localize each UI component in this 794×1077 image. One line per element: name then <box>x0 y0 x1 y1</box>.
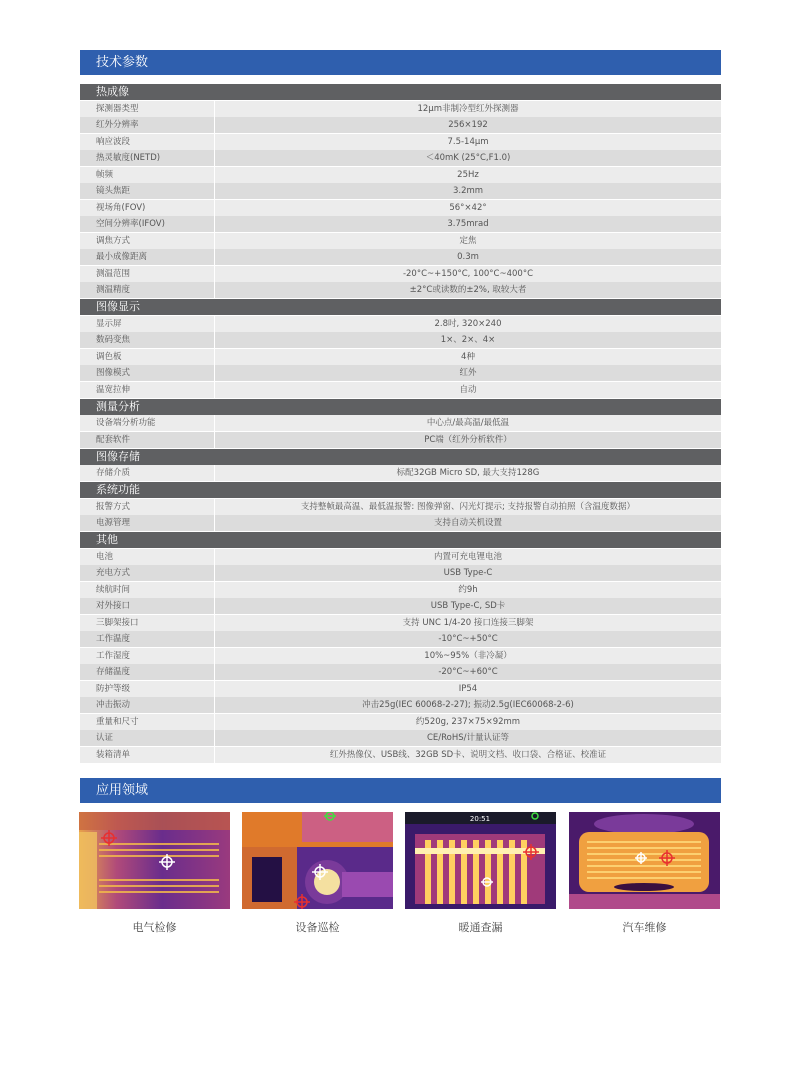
spec-label: 视场角(FOV) <box>80 200 215 216</box>
spec-value: 3.2mm <box>452 186 484 196</box>
spec-row <box>80 365 721 381</box>
spec-label: 测温范围 <box>80 266 215 282</box>
spec-label: 镜头焦距 <box>80 183 215 199</box>
spec-value: 约520g, 237×75×92mm <box>415 716 521 727</box>
spec-label: 报警方式 <box>80 499 215 515</box>
spec-label: 重量和尺寸 <box>80 714 215 730</box>
spec-title: 技术参数 <box>96 55 149 70</box>
spec-label: 图像模式 <box>80 365 215 381</box>
overlay-time: 20:51 <box>469 815 491 823</box>
spec-value: USB Type-C, SD卡 <box>430 601 506 611</box>
spec-row <box>80 515 721 531</box>
spec-label: 调焦方式 <box>80 233 215 249</box>
spec-label: 响应波段 <box>80 134 215 150</box>
section-header: 其他 <box>80 532 721 548</box>
section-header: 图像显示 <box>80 299 721 315</box>
section-header: 测量分析 <box>80 399 721 415</box>
spec-row <box>80 664 721 680</box>
spec-label: 工作湿度 <box>80 648 215 664</box>
spec-row <box>80 316 721 332</box>
spec-row <box>80 582 721 598</box>
spec-row <box>80 167 721 183</box>
spec-value: 10%~95%（非冷凝） <box>424 650 512 661</box>
spec-label: 配套软件 <box>80 432 215 448</box>
applications-gallery <box>79 812 721 934</box>
spec-value: ＜40mK (25°C,F1.0) <box>425 153 511 163</box>
spec-row <box>80 697 721 713</box>
spec-label: 工作温度 <box>80 631 215 647</box>
spec-label: 调色板 <box>80 349 215 365</box>
spec-row <box>80 465 721 481</box>
spec-label: 冲击振动 <box>80 697 215 713</box>
spec-row <box>80 216 721 232</box>
spec-label: 装箱清单 <box>80 747 215 763</box>
spec-value: USB Type-C <box>443 568 493 578</box>
spec-value: 2.8吋, 320×240 <box>434 318 502 329</box>
spec-row <box>80 233 721 249</box>
spec-label: 防护等级 <box>80 681 215 697</box>
spec-label: 热灵敏度(NETD) <box>80 150 215 166</box>
spec-label: 认证 <box>80 730 215 746</box>
spec-label: 红外分辨率 <box>80 117 215 133</box>
spec-label: 续航时间 <box>80 582 215 598</box>
spec-value: 56°×42° <box>449 202 487 213</box>
spec-value: 自动 <box>459 384 477 395</box>
spec-value: -20°C~+60°C <box>438 667 498 677</box>
apps-title: 应用领域 <box>96 783 149 798</box>
spec-row <box>80 101 721 117</box>
spec-value: 7.5-14μm <box>447 136 489 147</box>
spec-row <box>80 150 721 166</box>
app-hvac <box>405 812 556 934</box>
spec-value: 支持整帧最高温、最低温报警: 图像弹窗、闪光灯提示; 支持报警自动拍照（含温度数据） <box>300 501 636 512</box>
app-automotive <box>569 812 720 934</box>
spec-row <box>80 415 721 431</box>
spec-label: 温宽拉伸 <box>80 382 215 398</box>
app-equipment <box>242 812 393 934</box>
thermal-image-car <box>569 812 720 909</box>
spec-row <box>80 730 721 746</box>
spec-row <box>80 382 721 398</box>
spec-label: 最小成像距离 <box>80 249 215 265</box>
thermal-image-electrical <box>79 812 230 909</box>
spec-label: 设备端分析功能 <box>80 415 215 431</box>
spec-label: 三脚架接口 <box>80 615 215 631</box>
spec-row <box>80 747 721 763</box>
spec-row <box>80 349 721 365</box>
spec-row <box>80 549 721 565</box>
spec-row <box>80 249 721 265</box>
spec-label: 探测器类型 <box>80 101 215 117</box>
app-electrical <box>79 812 230 934</box>
spec-row <box>80 282 721 298</box>
spec-row <box>80 117 721 133</box>
spec-row <box>80 134 721 150</box>
spec-row <box>80 565 721 581</box>
spec-label: 对外接口 <box>80 598 215 614</box>
spec-value: 红外 <box>459 368 477 378</box>
app-caption: 设备巡检 <box>295 921 340 934</box>
spec-value: PC端（红外分析软件） <box>424 434 512 445</box>
spec-value: 256×192 <box>448 120 488 130</box>
section-header: 图像存储 <box>80 449 721 465</box>
spec-row <box>80 598 721 614</box>
app-caption: 电气检修 <box>132 921 177 934</box>
spec-value: 中心点/最高温/最低温 <box>426 418 510 428</box>
spec-value: 标配32GB Micro SD, 最大支持128G <box>396 468 540 478</box>
spec-label: 空间分辨率(IFOV) <box>80 216 215 232</box>
spec-row <box>80 266 721 282</box>
spec-row <box>80 499 721 515</box>
spec-label: 充电方式 <box>80 565 215 581</box>
spec-value: -10°C~+50°C <box>438 634 498 644</box>
spec-title-banner <box>80 50 721 75</box>
spec-value: 红外热像仪、USB线、32GB SD卡、说明文档、收口袋、合格证、校准证 <box>329 749 607 760</box>
app-caption: 汽车维修 <box>622 921 667 934</box>
thermal-image-equipment <box>242 812 393 909</box>
spec-row <box>80 648 721 664</box>
spec-value: ±2°C或读数的±2%, 取较大者 <box>409 285 527 295</box>
spec-row <box>80 200 721 216</box>
thermal-image-radiator <box>405 812 556 909</box>
spec-value: 25Hz <box>457 169 479 180</box>
spec-label: 显示屏 <box>80 316 215 332</box>
spec-row <box>80 631 721 647</box>
section-header: 系统功能 <box>80 482 721 498</box>
spec-label: 测温精度 <box>80 282 215 298</box>
spec-row <box>80 183 721 199</box>
spec-value: 冲击25g(IEC 60068-2-27); 振动2.5g(IEC60068-2-6) <box>362 700 574 710</box>
section-header: 热成像 <box>80 84 721 100</box>
apps-title-banner <box>80 778 721 803</box>
spec-value: 支持自动关机设置 <box>433 518 502 528</box>
spec-value: 1×、2×、4× <box>440 335 496 345</box>
spec-value: 定焦 <box>459 235 477 246</box>
spec-label: 帧频 <box>80 167 215 183</box>
spec-label: 电池 <box>80 549 215 565</box>
spec-value: 约9h <box>458 584 478 595</box>
spec-row <box>80 332 721 348</box>
spec-value: 4种 <box>461 351 475 362</box>
spec-value: IP54 <box>458 683 478 694</box>
spec-value: 支持 UNC 1/4-20 接口连接三脚架 <box>402 617 534 628</box>
spec-label: 数码变焦 <box>80 332 215 348</box>
spec-value: 0.3m <box>457 252 479 262</box>
spec-label: 存储温度 <box>80 664 215 680</box>
spec-value: 12μm非制冷型红外探测器 <box>417 103 519 114</box>
spec-label: 电源管理 <box>80 515 215 531</box>
spec-table <box>80 83 721 763</box>
spec-row <box>80 714 721 730</box>
spec-label: 存储介质 <box>80 465 215 481</box>
spec-value: 内置可充电锂电池 <box>433 551 502 562</box>
spec-value: CE/RoHS/计量认证等 <box>426 733 510 743</box>
spec-value: 3.75mrad <box>447 219 489 229</box>
app-caption: 暖通查漏 <box>458 921 503 934</box>
spec-value: -20°C~+150°C, 100°C~400°C <box>402 268 534 279</box>
spec-row <box>80 615 721 631</box>
spec-row <box>80 432 721 448</box>
spec-row <box>80 681 721 697</box>
